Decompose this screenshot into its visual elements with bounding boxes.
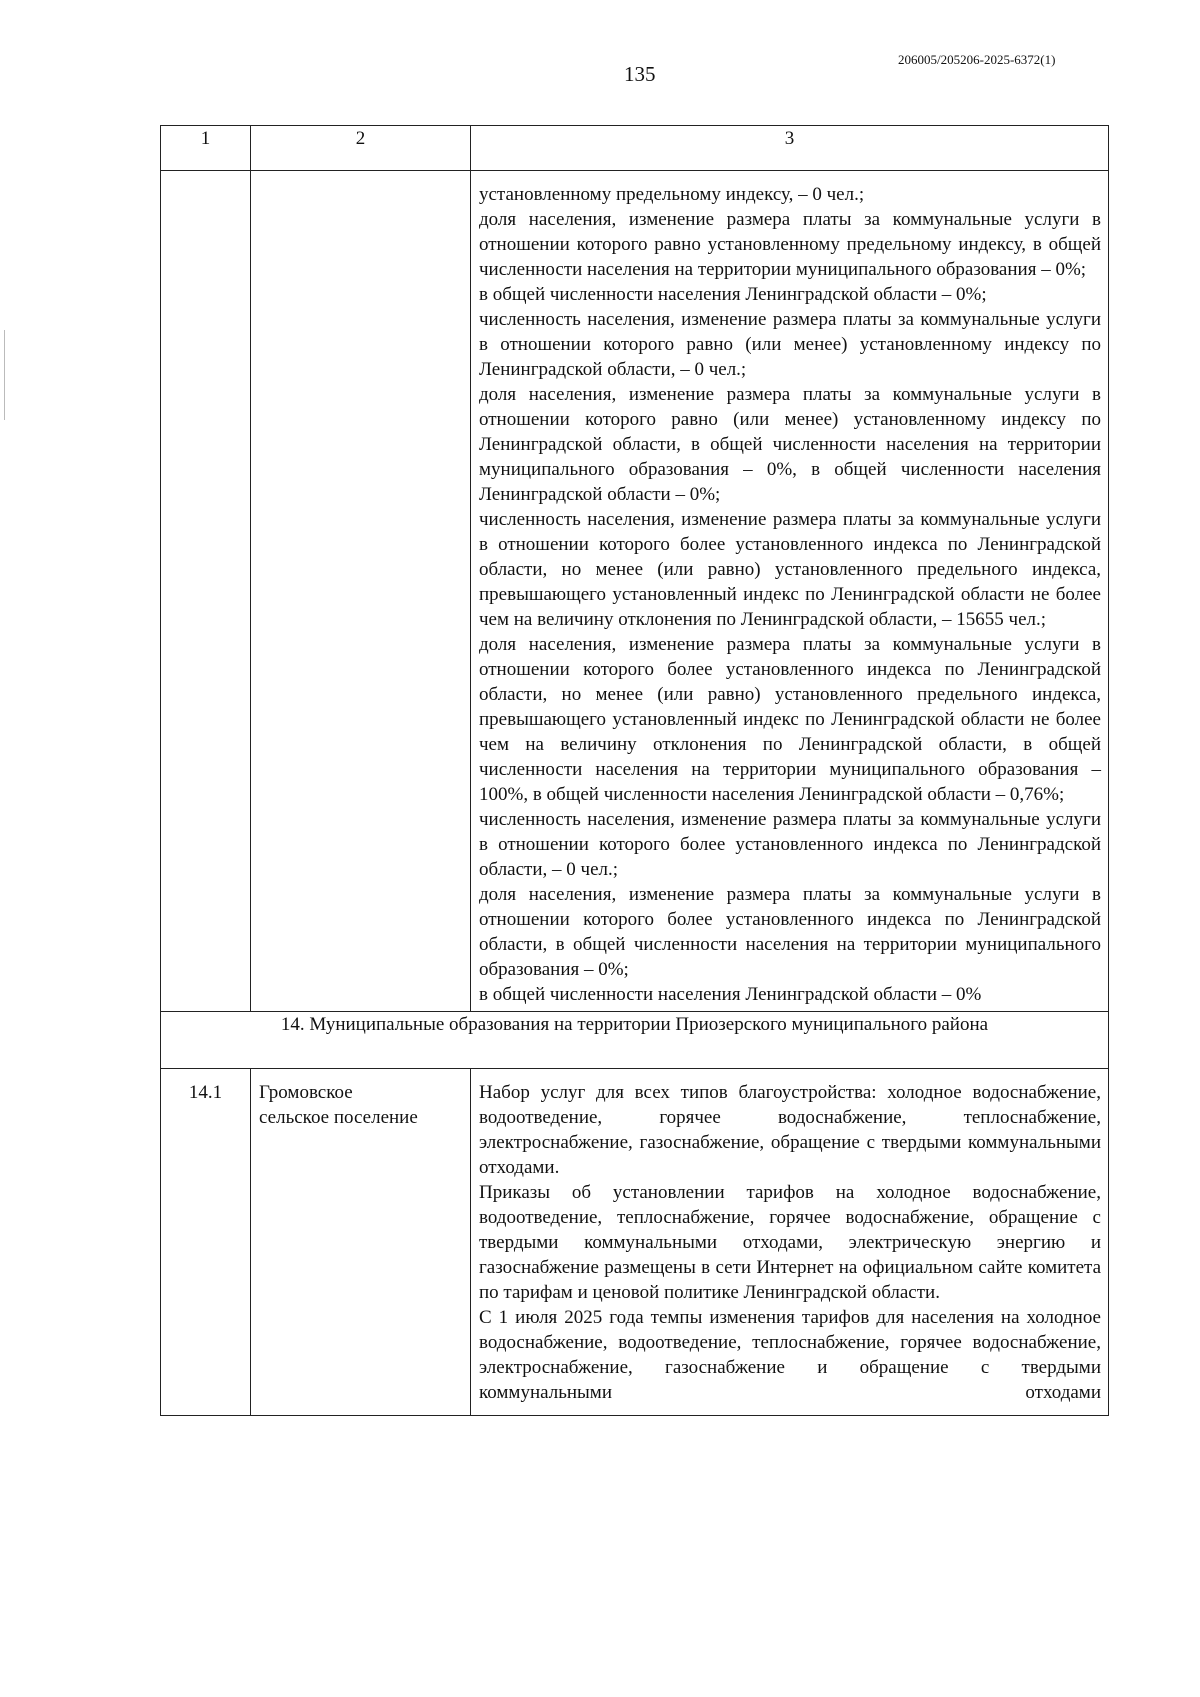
paragraph: в общей численности населения Ленинградской области – 0%;	[479, 284, 987, 305]
paragraph: численность населения, изменение размера платы за коммунальные услуги в отношении которого более установленного индекса по Ленинградской области, – 0 чел.;	[479, 809, 1101, 880]
table-header-row	[161, 126, 1109, 171]
paragraph: С 1 июля 2025 года темпы изменения тарифов для населения на холодное водоснабжение, водоотведение, теплоснабжение, горячее водоснабжение, электроснабжение, газоснабжение и обращение с твердыми коммунальными отходами	[479, 1307, 1101, 1403]
column-header-2: 2	[251, 126, 471, 171]
section-heading-row	[161, 1012, 1109, 1069]
description-cell	[471, 171, 1109, 1012]
column-header-3: 3	[471, 126, 1109, 171]
margin-mark	[4, 330, 5, 420]
row-number-cell: 14.1	[161, 1069, 251, 1416]
paragraph: доля населения, изменение размера платы за коммунальные услуги в отношении которого более установленного индекса по Ленинградской области, но менее (или равно) установленного предельного индекса, превышающего установленный индекс по Ленинградской области не более чем на величину отклонения по Ленинградской области, в общей численности населения на территории муниципального образования – 100%, в общей численности населения Ленинградской области – 0,76%;	[479, 634, 1101, 805]
paragraph: доля населения, изменение размера платы за коммунальные услуги в отношении которого более установленного индекса по Ленинградской области, в общей численности населения на территории муниципального образования – 0%;	[479, 884, 1101, 980]
description-cell	[471, 1069, 1109, 1416]
row-number-cell	[161, 171, 251, 1012]
municipality-name-cell	[251, 171, 471, 1012]
paragraph: Приказы об установлении тарифов на холодное водоснабжение, водоотведение, теплоснабжение, горячее водоснабжение, обращение с твердыми коммунальными отходами, электрическую энергию и газоснабжение размещены в сети Интернет на официальном сайте комитета по тарифам и ценовой политике Ленинградской области.	[479, 1182, 1101, 1303]
column-header-1: 1	[161, 126, 251, 171]
paragraph: Набор услуг для всех типов благоустройства: холодное водоснабжение, водоотведение, горячее водоснабжение, теплоснабжение, электроснабжение, газоснабжение, обращение с твердыми коммунальными отходами.	[479, 1082, 1101, 1178]
municipality-name-cell	[251, 1069, 471, 1416]
table-row-14-1	[161, 1069, 1109, 1416]
page-number: 135	[624, 62, 656, 86]
table-row-continued	[161, 171, 1109, 1012]
municipality-name-line: Громовское	[259, 1082, 353, 1103]
paragraph: установленному предельному индексу, – 0 чел.;	[479, 184, 865, 205]
section-heading: 14. Муниципальные образования на территории Приозерского муниципального района	[161, 1012, 1109, 1069]
municipality-name-line: сельское поселение	[259, 1107, 418, 1128]
paragraph: в общей численности населения Ленинградской области – 0%	[479, 984, 982, 1005]
paragraph: численность населения, изменение размера платы за коммунальные услуги в отношении которого более установленного индекса по Ленинградской области, но менее (или равно) установленного предельного индекса, превышающего установленный индекс по Ленинградской области не более чем на величину отклонения по Ленинградской области, – 15655 чел.;	[479, 509, 1101, 630]
paragraph: доля населения, изменение размера платы за коммунальные услуги в отношении которого равно установленному предельному индексу, в общей численности населения на территории муниципального образования – 0%;	[479, 209, 1101, 280]
paragraph: численность населения, изменение размера платы за коммунальные услуги в отношении которого равно (или менее) установленному индексу по Ленинградской области, – 0 чел.;	[479, 309, 1101, 380]
document-id: 206005/205206-2025-6372(1)	[898, 52, 1056, 67]
main-table	[160, 125, 1109, 1416]
paragraph: доля населения, изменение размера платы за коммунальные услуги в отношении которого равно (или менее) установленному индексу по Ленинградской области, в общей численности населения на территории муниципального образования – 0%, в общей численности населения Ленинградской области – 0%;	[479, 384, 1101, 505]
